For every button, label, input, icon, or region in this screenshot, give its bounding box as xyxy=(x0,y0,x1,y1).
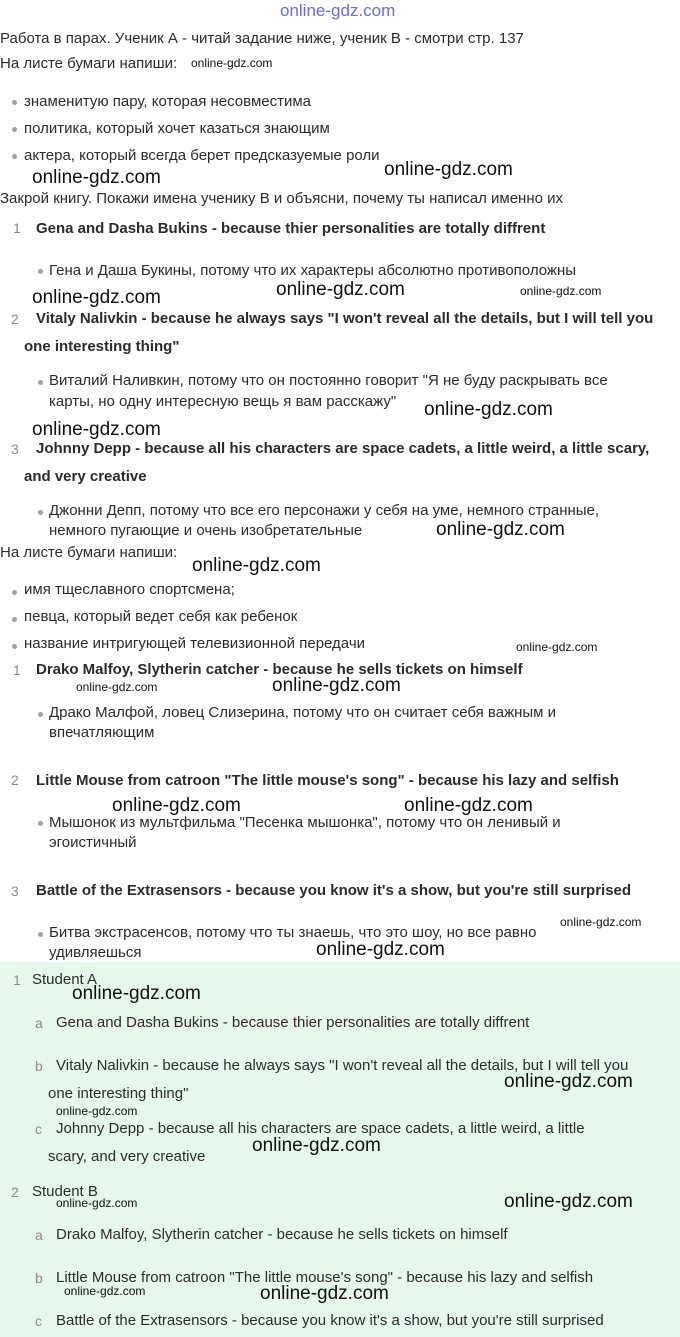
bullet-dot xyxy=(12,590,17,595)
answer1-2-ru-line1: Виталий Наливкин, потому что он постоянно говорит "Я не буду раскрывать все xyxy=(49,372,608,389)
watermark: online-gdz.com xyxy=(520,284,602,298)
summary-2-c-letter: c xyxy=(35,1313,42,1329)
summary-2-a-letter: a xyxy=(35,1227,43,1243)
answer1-3-ru-line2: немного пугающие и очень изобретательные xyxy=(49,522,363,539)
answer1-3-ru-line1: Джонни Депп, потому что все его персонажи у себя на уме, немного странные, xyxy=(49,502,600,519)
watermark: online-gdz.com xyxy=(272,675,401,696)
answer2-1-ru-line2: впечатляющим xyxy=(49,724,155,741)
summary-1-c-line1: Johnny Depp - because all his characters are space cadets, a little weird, a little xyxy=(56,1120,585,1137)
answer2-2-en: Little Mouse from catroon "The little mouse's song" - because his lazy and selfish xyxy=(36,772,619,789)
bullet-dot xyxy=(12,617,17,622)
watermark: online-gdz.com xyxy=(436,519,565,540)
bullet-dot xyxy=(38,380,43,385)
bullet-dot xyxy=(12,644,17,649)
task2-bullet-1: имя тщеславного спортсмена; xyxy=(24,581,235,598)
watermark: online-gdz.com xyxy=(504,1071,633,1092)
summary-1-number: 1 xyxy=(13,972,21,988)
watermark: online-gdz.com xyxy=(424,399,553,420)
bullet-dot xyxy=(38,510,43,515)
task2-bullet-3: название интригующей телевизионной передачи xyxy=(24,635,366,652)
task2-title: На листе бумаги напиши: xyxy=(0,544,178,561)
watermark: online-gdz.com xyxy=(32,287,161,308)
summary-2-b-text: Little Mouse from catroon "The little mouse's song" - because his lazy and selfish xyxy=(56,1269,594,1286)
task1-bullet-1: знаменитую пару, которая несовместима xyxy=(24,93,312,110)
answer1-2-ru-line2: карты, но одну интересную вещь я вам расскажу" xyxy=(49,393,397,410)
answer2-2-ru-line1: Мышонок из мультфильма "Песенка мышонка", потому что он ленивый и xyxy=(49,814,561,831)
answer2-1-en: Drako Malfoy, Slytherin catcher - because he sells tickets on himself xyxy=(36,661,523,678)
bullet-dot xyxy=(38,269,43,274)
summary-1-c-line2: scary, and very creative xyxy=(48,1148,206,1165)
answer1-1-ru: Гена и Даша Букины, потому что их характеры абсолютно противоположны xyxy=(49,262,577,279)
watermark: online-gdz.com xyxy=(384,159,513,180)
watermark: online-gdz.com xyxy=(191,56,273,70)
answer2-1-ru-line1: Драко Малфой, ловец Слизерина, потому что он считает себя важным и xyxy=(49,704,557,721)
summary-1-b-line1: Vitaly Nalivkin - because he always says "I won't reveal all the details, but I will tell you xyxy=(56,1057,629,1074)
watermark: online-gdz.com xyxy=(516,640,598,654)
task1-bullet-2: политика, который хочет казаться знающим xyxy=(24,120,330,137)
answer1-3-number: 3 xyxy=(11,441,19,457)
summary-2-c-text: Battle of the Extrasensors - because you know it's a show, but you're still surprised xyxy=(56,1312,604,1329)
answer2-3-ru-line1: Битва экстрасенсов, потому что ты знаешь, что это шоу, но все равно xyxy=(49,924,537,941)
summary-1-b-letter: b xyxy=(35,1058,43,1074)
answer2-1-number: 1 xyxy=(13,662,21,678)
summary-2-a-text: Drako Malfoy, Slytherin catcher - because he sells tickets on himself xyxy=(56,1226,508,1243)
summary-1-a-text: Gena and Dasha Bukins - because thier personalities are totally diffrent xyxy=(56,1014,530,1031)
watermark: online-gdz.com xyxy=(260,1283,389,1304)
answer2-3-number: 3 xyxy=(11,883,19,899)
answer1-3-en-line1: Johnny Depp - because all his characters are space cadets, a little weird, a little scary, xyxy=(36,440,650,457)
watermark: online-gdz.com xyxy=(316,939,445,960)
watermark: online-gdz.com xyxy=(32,419,161,440)
watermark: online-gdz.com xyxy=(76,680,158,694)
bullet-dot xyxy=(12,127,17,132)
task1-bullet-3: актера, который всегда берет предсказуемые роли xyxy=(24,147,380,164)
summary-1-a-letter: a xyxy=(35,1015,43,1031)
answer1-1-number: 1 xyxy=(13,220,21,236)
summary-2-b-letter: b xyxy=(35,1270,43,1286)
bullet-dot xyxy=(38,712,43,717)
summary-1-b-line2: one interesting thing" xyxy=(48,1085,189,1102)
answer1-2-en-line2: one interesting thing" xyxy=(24,338,180,355)
task2-bullet-2: певца, который ведет себя как ребенок xyxy=(24,608,298,625)
answer2-2-ru-line2: эгоистичный xyxy=(49,834,137,851)
watermark: online-gdz.com xyxy=(404,795,533,816)
summary-1-title: Student A xyxy=(32,971,98,988)
watermark: online-gdz.com xyxy=(504,1191,633,1212)
answer1-3-en-line2: and very creative xyxy=(24,468,147,485)
watermark: online-gdz.com xyxy=(72,983,201,1004)
watermark: online-gdz.com xyxy=(56,1104,138,1118)
answer1-1-en: Gena and Dasha Bukins - because thier personalities are totally diffrent xyxy=(36,220,546,237)
answer2-3-ru-line2: удивляешься xyxy=(49,944,142,961)
summary-2-title: Student B xyxy=(32,1183,98,1200)
close-book-instruction: Закрой книгу. Покажи имена ученику B и объясни, почему ты написал именно их xyxy=(0,190,563,207)
bullet-dot xyxy=(38,821,43,826)
answer1-2-en-line1: Vitaly Nalivkin - because he always says "I won't reveal all the details, but I will tell you xyxy=(36,310,654,327)
intro-line-1: Работа в парах. Ученик А - читай задание ниже, ученик В - смотри стр. 137 xyxy=(0,30,524,47)
watermark: online-gdz.com xyxy=(112,795,241,816)
intro-line-2: На листе бумаги напиши: xyxy=(0,55,178,72)
watermark: online-gdz.com xyxy=(56,1196,138,1210)
answer1-2-number: 2 xyxy=(11,311,19,327)
summary-1-c-letter: c xyxy=(35,1121,42,1137)
watermark: online-gdz.com xyxy=(32,167,161,188)
watermark: online-gdz.com xyxy=(560,915,642,929)
answer2-2-number: 2 xyxy=(11,772,19,788)
bullet-dot xyxy=(12,100,17,105)
answer2-3-en: Battle of the Extrasensors - because you know it's a show, but you're still surprised xyxy=(36,882,632,899)
watermark: online-gdz.com xyxy=(192,555,321,576)
watermark-top: online-gdz.com xyxy=(280,1,396,20)
summary-2-number: 2 xyxy=(11,1184,19,1200)
watermark: online-gdz.com xyxy=(252,1135,381,1156)
watermark: online-gdz.com xyxy=(276,279,405,300)
bullet-dot xyxy=(38,932,43,937)
bullet-dot xyxy=(12,154,17,159)
watermark: online-gdz.com xyxy=(64,1284,146,1298)
